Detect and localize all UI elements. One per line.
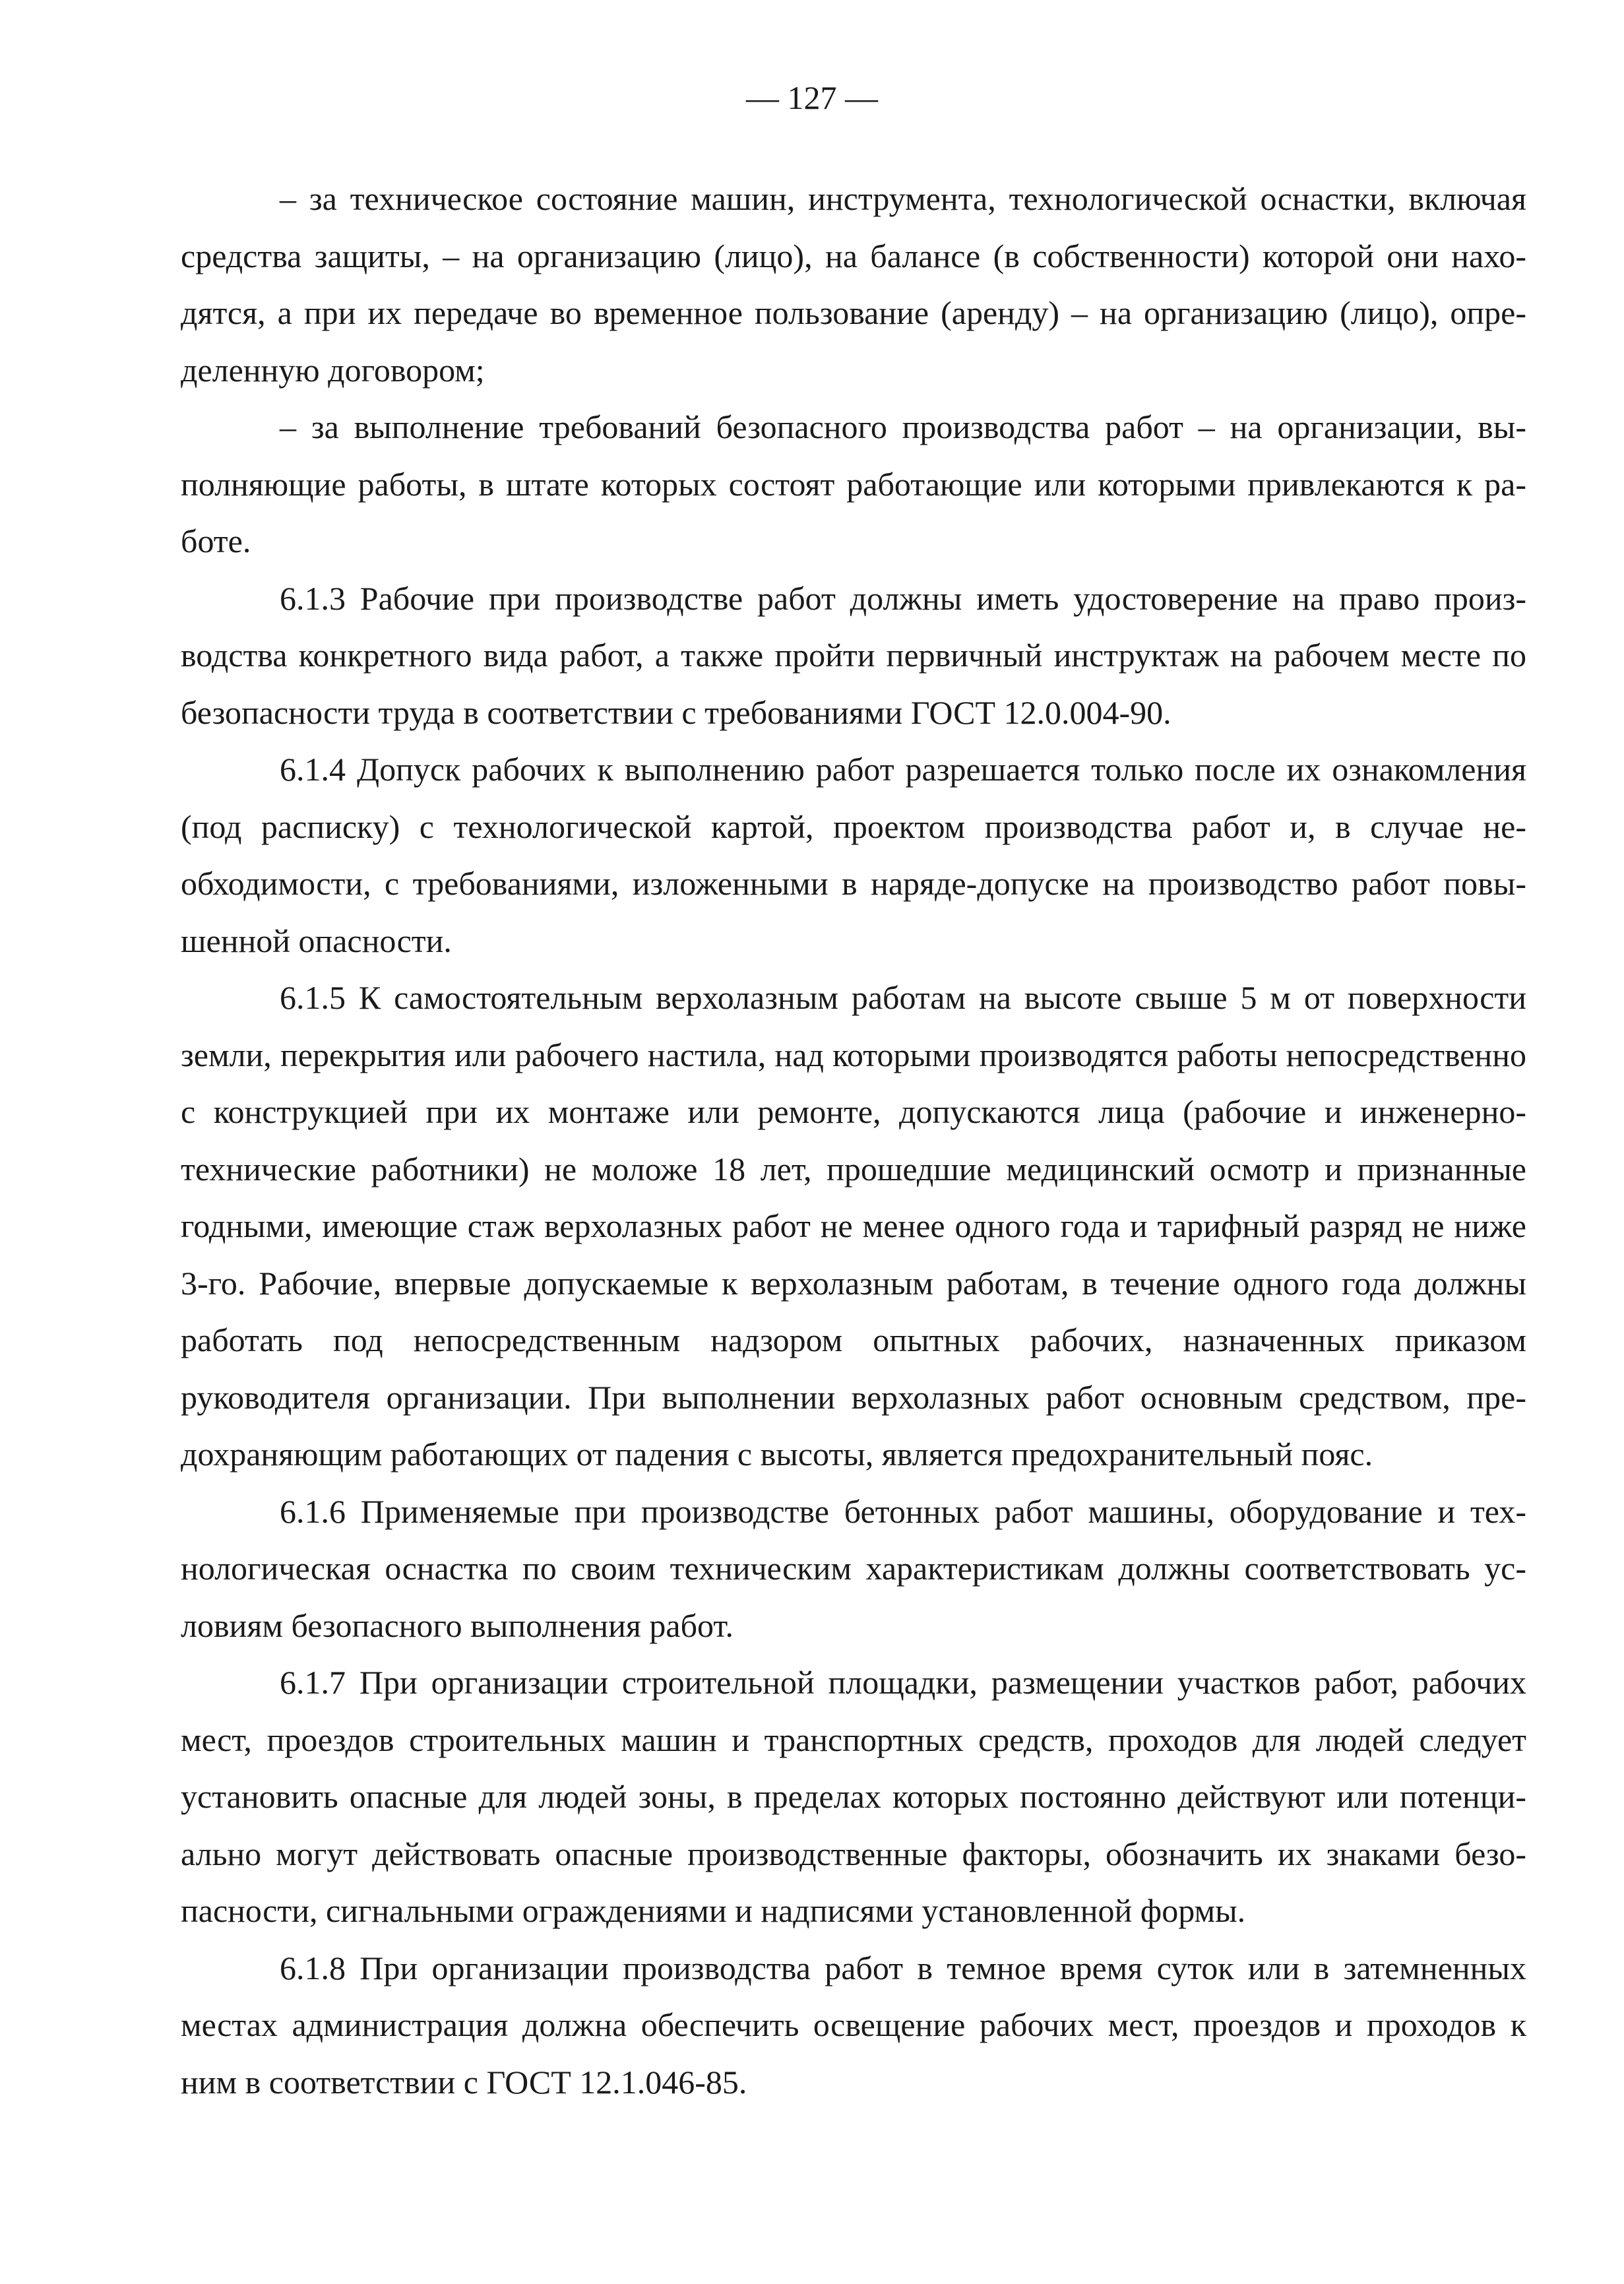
paragraph-6-1-6: 6.1.6 Применяемые при производстве бетонных работ машины, оборудование и технологическая оснастка по своим техническим характеристикам должны соответствовать условиям безопасного выполнения работ.: [181, 1492, 1526, 1644]
paragraph-6-1-5: 6.1.5 К самостоятельным верхолазным работам на высоте свыше 5 м от поверхности земли, перекрытия или рабочего настила, над которыми производятся работы непосредственно с конструкцией при их монтаже или ремонте, допускаются лица (рабочие и инженерно-технические работники) не моложе 18 лет, прошедшие медицинский осмотр и признанные годными, имеющие стаж верхолазных работ не менее одного года и тарифный разряд не ниже 3-го. Рабочие, впервые допускаемые к верхолазным работам, в течение одного года должны работать под непосредственным надзором опытных рабочих, назначенных приказом руководителя организации. При выполнении верхолазных работ основным средством, предохраняющим работающих от падения с высоты, является предохранительный пояс.: [181, 979, 1526, 1473]
paragraph-responsibility-safety: – за выполнение требований безопасного производства работ – на организации, выполняющие работы, в штате которых состоят работающие или которыми привлекаются к работе.: [181, 408, 1526, 559]
paragraph-6-1-8: 6.1.8 При организации производства работ в темное время суток или в затемненных местах администрация должна обеспечить освещение рабочих мест, проездов и проходов к ним в соответствии с ГОСТ 12.1.046-85.: [181, 1949, 1526, 2101]
paragraph-6-1-4: 6.1.4 Допуск рабочих к выполнению работ разрешается только после их ознакомления (под расписку) с технологической картой, проектом производства работ и, в случае необходимости, с требованиями, изложенными в наряде-допуске на производство работ повышенной опасности.: [181, 751, 1526, 959]
paragraph-responsibility-equipment: – за техническое состояние машин, инструмента, технологической оснастки, включая средства защиты, – на организацию (лицо), на балансе (в собственности) которой они находятся, а при их передаче во временное пользование (аренду) – на организацию (лицо), определенную договором;: [181, 180, 1526, 389]
paragraph-6-1-7: 6.1.7 При организации строительной площадки, размещении участков работ, рабочих мест, проездов строительных машин и транспортных средств, проходов для людей следует установить опасные для людей зоны, в пределах которых постоянно действуют или потенциально могут действовать опасные производственные факторы, обозначить их знаками безопасности, сигнальными ограждениями и надписями установленной формы.: [181, 1664, 1526, 1929]
page-number: — 127 —: [746, 79, 878, 116]
paragraph-6-1-3: 6.1.3 Рабочие при производстве работ должны иметь удостоверение на право производства конкретного вида работ, а также пройти первичный инструктаж на рабочем месте по безопасности труда в соответствии с требованиями ГОСТ 12.0.004-90.: [181, 579, 1526, 731]
document-body: [181, 170, 1526, 2110]
